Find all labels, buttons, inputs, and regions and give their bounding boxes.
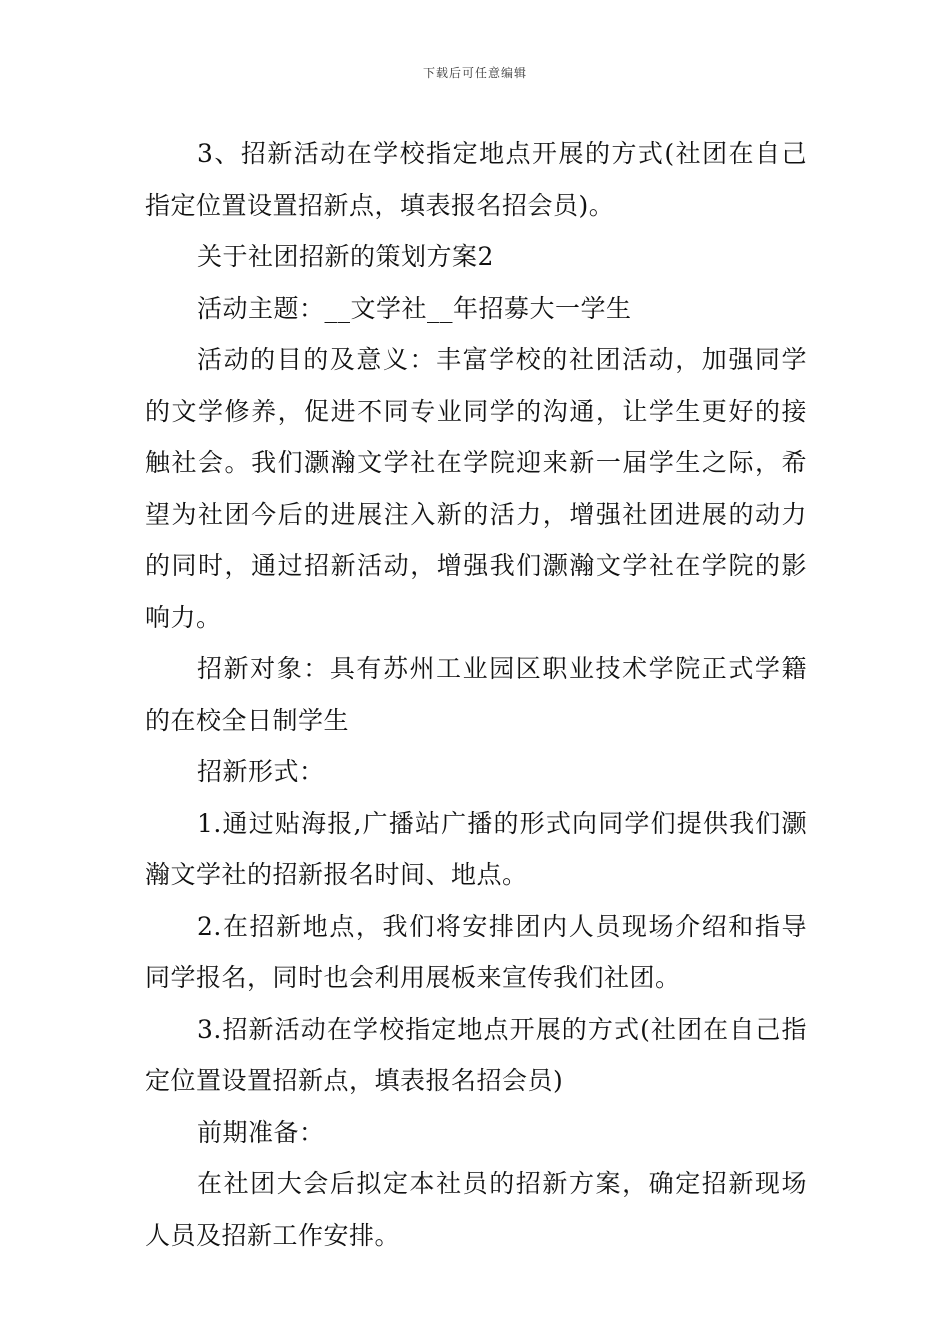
page-header: 下载后可任意编辑	[422, 66, 527, 80]
paragraph-activity-theme: 活动主题：__文学社__年招募大一学生	[197, 293, 632, 323]
paragraph-form-item-1: 1.通过贴海报,广播站广播的形式向同学们提供我们灏瀚文学社的招新报名时间、地点。	[145, 808, 807, 889]
paragraph-recruit-method-3: 3、招新活动在学校指定地点开展的方式(社团在自己指定位置设置招新点，填表报名招会员)。	[145, 139, 807, 220]
paragraph-purpose: 活动的目的及意义：丰富学校的社团活动，加强同学的文学修养，促进不同专业同学的沟通，让学生更好的接触社会。我们灏瀚文学社在学院迎来新一届学生之际，希望为社团今后的进展注入新的活力，增强社团进展的动力的同时，通过招新活动，增强我们灏瀚文学社在学院的影响力。	[145, 345, 807, 632]
paragraph-form-item-3: 3.招新活动在学校指定地点开展的方式(社团在自己指定位置设置招新点，填表报名招会员)	[145, 1014, 807, 1095]
paragraph-preparation-heading: 前期准备：	[197, 1117, 325, 1147]
paragraph-form-item-2: 2.在招新地点，我们将安排团内人员现场介绍和指导同学报名，同时也会利用展板来宣传我们社团。	[145, 911, 807, 992]
section-title-plan-2: 关于社团招新的策划方案2	[197, 242, 494, 271]
paragraph-target: 招新对象：具有苏州工业园区职业技术学院正式学籍的在校全日制学生	[145, 654, 807, 735]
paragraph-form-heading: 招新形式：	[197, 757, 325, 786]
document-body	[145, 128, 807, 1261]
paragraph-preparation-detail: 在社团大会后拟定本社员的招新方案，确定招新现场人员及招新工作安排。	[145, 1169, 807, 1250]
